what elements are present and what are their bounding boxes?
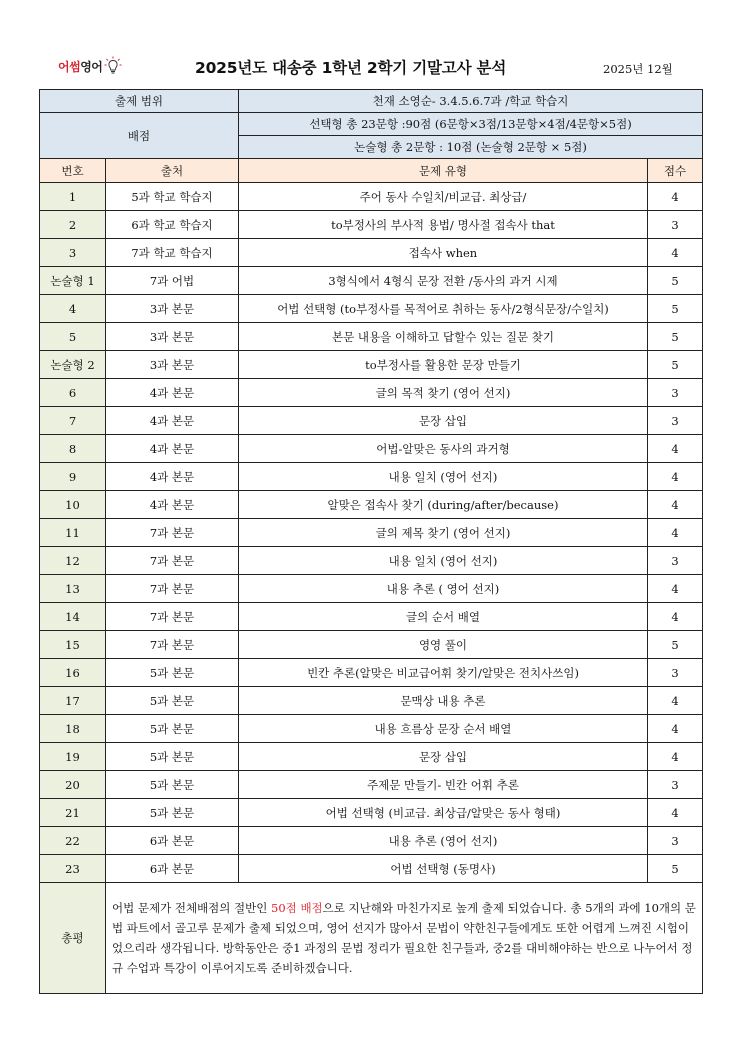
question-number: 22 <box>40 827 106 855</box>
question-source: 4과 본문 <box>106 407 239 435</box>
question-source: 3과 본문 <box>106 323 239 351</box>
question-source: 6과 학교 학습지 <box>106 211 239 239</box>
question-score: 5 <box>648 267 703 295</box>
question-source: 5과 본문 <box>106 659 239 687</box>
question-type: 내용 일치 (영어 선지) <box>239 547 648 575</box>
question-type: 글의 목적 찾기 (영어 선지) <box>239 379 648 407</box>
question-number: 23 <box>40 855 106 883</box>
table-row <box>40 407 703 435</box>
summary-text-before: 어법 문제가 전체배점의 절반인 <box>112 901 272 915</box>
question-type: 어법-알맞은 동사의 과거형 <box>239 435 648 463</box>
summary-highlight: 50점 배점 <box>271 901 323 915</box>
question-score: 3 <box>648 659 703 687</box>
score-row-mc <box>40 113 703 136</box>
table-row <box>40 715 703 743</box>
question-type: 어법 선택형 (비교급. 최상급/알맞은 동사 형태) <box>239 799 648 827</box>
question-type: 글의 제목 찾기 (영어 선지) <box>239 519 648 547</box>
question-type: 내용 흐름상 문장 순서 배열 <box>239 715 648 743</box>
question-type: 접속사 when <box>239 239 648 267</box>
logo-text-b: 영어 <box>80 59 103 74</box>
analysis-table <box>39 89 703 994</box>
question-number: 논술형 1 <box>40 267 106 295</box>
question-source: 7과 본문 <box>106 603 239 631</box>
table-row <box>40 575 703 603</box>
question-source: 7과 본문 <box>106 519 239 547</box>
table-row <box>40 799 703 827</box>
table-row <box>40 435 703 463</box>
question-type: 어법 선택형 (to부정사를 목적어로 취하는 동사/2형식문장/수일치) <box>239 295 648 323</box>
table-row <box>40 603 703 631</box>
table-row <box>40 631 703 659</box>
question-type: 알맞은 접속사 찾기 (during/after/because) <box>239 491 648 519</box>
question-type: 주제문 만들기- 빈칸 어휘 추론 <box>239 771 648 799</box>
question-type: 본문 내용을 이해하고 답할수 있는 질문 찾기 <box>239 323 648 351</box>
question-number: 9 <box>40 463 106 491</box>
question-type: 문장 삽입 <box>239 743 648 771</box>
range-label: 출제 범위 <box>40 90 239 113</box>
question-source: 5과 학교 학습지 <box>106 183 239 211</box>
table-row <box>40 547 703 575</box>
table-row <box>40 351 703 379</box>
table-row <box>40 267 703 295</box>
question-type: to부정사를 활용한 문장 만들기 <box>239 351 648 379</box>
question-source: 6과 본문 <box>106 855 239 883</box>
score-essay: 논술형 총 2문항 : 10점 (논술형 2문항 × 5점) <box>239 136 703 159</box>
question-score: 4 <box>648 519 703 547</box>
table-row <box>40 183 703 211</box>
question-number: 21 <box>40 799 106 827</box>
question-number: 10 <box>40 491 106 519</box>
question-number: 15 <box>40 631 106 659</box>
question-type: 문맥상 내용 추론 <box>239 687 648 715</box>
question-type: 글의 순서 배열 <box>239 603 648 631</box>
question-score: 4 <box>648 575 703 603</box>
question-type: 빈칸 추론(알맞은 비교급어휘 찾기/알맞은 전치사쓰임) <box>239 659 648 687</box>
table-row <box>40 211 703 239</box>
question-source: 5과 본문 <box>106 715 239 743</box>
question-number: 6 <box>40 379 106 407</box>
question-number: 4 <box>40 295 106 323</box>
question-score: 5 <box>648 855 703 883</box>
question-score: 3 <box>648 547 703 575</box>
question-score: 3 <box>648 771 703 799</box>
question-number: 8 <box>40 435 106 463</box>
col-header-type: 문제 유형 <box>239 159 648 183</box>
table-row <box>40 659 703 687</box>
question-source: 7과 본문 <box>106 575 239 603</box>
column-header-row <box>40 159 703 183</box>
question-type: 문장 삽입 <box>239 407 648 435</box>
table-row <box>40 855 703 883</box>
question-score: 4 <box>648 463 703 491</box>
question-source: 7과 학교 학습지 <box>106 239 239 267</box>
page-title: 2025년도 대송중 1학년 2학기 기말고사 분석 <box>195 59 507 77</box>
question-number: 20 <box>40 771 106 799</box>
question-source: 4과 본문 <box>106 379 239 407</box>
question-number: 2 <box>40 211 106 239</box>
question-type: 3형식에서 4형식 문장 전환 /동사의 과거 시제 <box>239 267 648 295</box>
question-number: 5 <box>40 323 106 351</box>
score-mc: 선택형 총 23문항 :90점 (6문항×3점/13문항×4점/4문항×5점) <box>239 113 703 136</box>
question-score: 3 <box>648 379 703 407</box>
question-source: 3과 본문 <box>106 295 239 323</box>
question-score: 3 <box>648 407 703 435</box>
question-score: 4 <box>648 799 703 827</box>
question-type: 내용 추론 ( 영어 선지) <box>239 575 648 603</box>
question-score: 5 <box>648 323 703 351</box>
logo-text <box>58 58 102 75</box>
summary-text <box>106 883 703 994</box>
question-number: 11 <box>40 519 106 547</box>
score-label: 배점 <box>40 113 239 159</box>
summary-text-after: 으로 지난해와 마친가지로 높게 출제 되었습니다. 총 5개의 과에 10개의 문법 파트에서 골고루 문제가 출제 되었으며, 영어 선지가 많아서 문법이 약한친구들에게도 또한 어렵게 느껴진 시험이었으리라 생각됩니다. 방학동안은 중1 과정의 문법 정리가 필요한 친구들과, 중2를 대비해야하는 반으로 나누어서 정규 수업과 특강이 이루어지도록 준비하겠습니다. <box>112 901 696 975</box>
question-type: to부정사의 부사적 용법/ 명사절 접속사 that <box>239 211 648 239</box>
col-header-source: 출처 <box>106 159 239 183</box>
question-score: 5 <box>648 631 703 659</box>
question-type: 내용 일치 (영어 선지) <box>239 463 648 491</box>
logo <box>58 54 122 78</box>
question-score: 3 <box>648 211 703 239</box>
question-score: 4 <box>648 715 703 743</box>
table-row <box>40 743 703 771</box>
question-type: 영영 풀이 <box>239 631 648 659</box>
table-row <box>40 295 703 323</box>
question-source: 4과 본문 <box>106 435 239 463</box>
summary-row <box>40 883 703 994</box>
logo-text-a: 어썸 <box>58 59 81 74</box>
table-row <box>40 463 703 491</box>
question-type: 주어 동사 수일치/비교급. 최상급/ <box>239 183 648 211</box>
range-value: 천재 소영순- 3.4.5.6.7과 /학교 학습지 <box>239 90 703 113</box>
table-row <box>40 519 703 547</box>
lightbulb-icon <box>104 56 122 76</box>
question-number: 19 <box>40 743 106 771</box>
question-score: 5 <box>648 295 703 323</box>
question-source: 7과 본문 <box>106 547 239 575</box>
question-number: 16 <box>40 659 106 687</box>
table-row <box>40 323 703 351</box>
table-row <box>40 239 703 267</box>
range-row <box>40 90 703 113</box>
question-score: 4 <box>648 687 703 715</box>
question-number: 18 <box>40 715 106 743</box>
question-source: 3과 본문 <box>106 351 239 379</box>
question-source: 5과 본문 <box>106 799 239 827</box>
table-row <box>40 379 703 407</box>
table-row <box>40 771 703 799</box>
question-score: 4 <box>648 491 703 519</box>
table-row <box>40 491 703 519</box>
question-source: 7과 본문 <box>106 631 239 659</box>
question-number: 17 <box>40 687 106 715</box>
question-source: 4과 본문 <box>106 491 239 519</box>
question-score: 4 <box>648 743 703 771</box>
question-number: 1 <box>40 183 106 211</box>
col-header-score: 점수 <box>648 159 703 183</box>
question-score: 4 <box>648 435 703 463</box>
question-number: 3 <box>40 239 106 267</box>
question-number: 7 <box>40 407 106 435</box>
question-number: 13 <box>40 575 106 603</box>
question-number: 14 <box>40 603 106 631</box>
question-score: 3 <box>648 827 703 855</box>
report-date: 2025년 12월 <box>603 62 673 76</box>
question-type: 어법 선택형 (동명사) <box>239 855 648 883</box>
col-header-no: 번호 <box>40 159 106 183</box>
table-row <box>40 827 703 855</box>
question-number: 12 <box>40 547 106 575</box>
question-type: 내용 추론 (영어 선지) <box>239 827 648 855</box>
question-source: 6과 본문 <box>106 827 239 855</box>
question-score: 4 <box>648 239 703 267</box>
question-number: 논술형 2 <box>40 351 106 379</box>
question-source: 5과 본문 <box>106 743 239 771</box>
question-score: 5 <box>648 351 703 379</box>
question-source: 7과 어법 <box>106 267 239 295</box>
summary-label: 총평 <box>40 883 106 994</box>
question-score: 4 <box>648 183 703 211</box>
table-row <box>40 687 703 715</box>
question-source: 5과 본문 <box>106 771 239 799</box>
question-source: 4과 본문 <box>106 463 239 491</box>
question-score: 4 <box>648 603 703 631</box>
question-source: 5과 본문 <box>106 687 239 715</box>
